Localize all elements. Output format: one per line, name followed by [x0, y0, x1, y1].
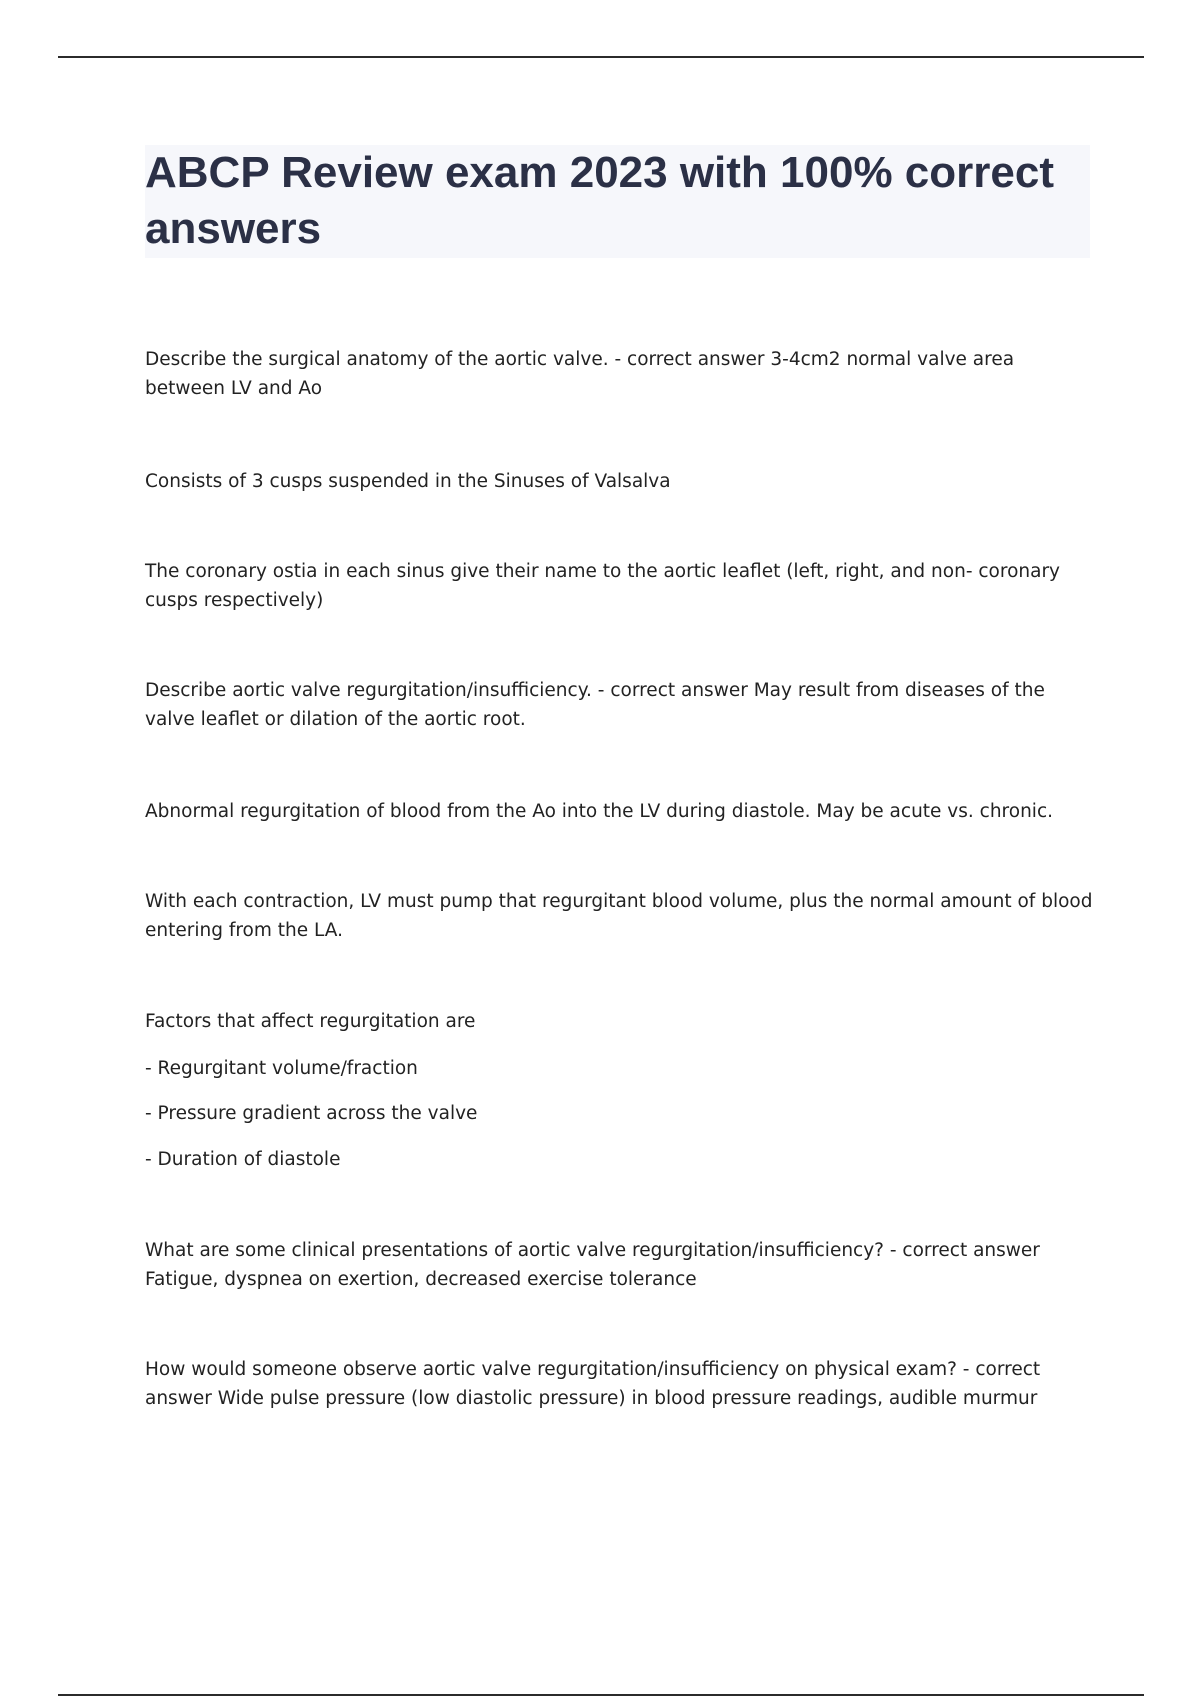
paragraph-coronary-ostia: The coronary ostia in each sinus give their name to the aortic leaflet (left, right, and non- coronary cusps respectively) [145, 561, 1061, 611]
paragraph-cusps: Consists of 3 cusps suspended in the Sinuses of Valsalva [145, 471, 671, 492]
list-item: - Regurgitant volume/fraction [145, 1058, 418, 1079]
footer-rule [58, 1694, 1144, 1696]
header-rule [58, 56, 1144, 58]
document-title: ABCP Review exam 2023 with 100% correct answers [145, 148, 1054, 253]
paragraph-lv-contraction: With each contraction, LV must pump that regurgitant blood volume, plus the normal amount of blood entering from the LA. [145, 891, 1093, 941]
title-banner [145, 145, 1090, 258]
paragraph-q2: Describe aortic valve regurgitation/insufficiency. - correct answer May result from diseases of the valve leaflet or dilation of the aortic root. [145, 680, 1045, 730]
paragraph-factors-heading: Factors that affect regurgitation are [145, 1011, 476, 1032]
paragraph-q4: How would someone observe aortic valve regurgitation/insufficiency on physical exam? - correct answer Wide pulse pressure (low diastolic pressure) in blood pressure readings, audible murmur [145, 1359, 1041, 1409]
paragraph-q3: What are some clinical presentations of aortic valve regurgitation/insufficiency? - correct answer Fatigue, dyspnea on exertion, decreased exercise tolerance [145, 1240, 1040, 1290]
paragraph-abnormal-regurgitation: Abnormal regurgitation of blood from the Ao into the LV during diastole. May be acute vs. chronic. [145, 801, 1053, 822]
paragraph-q1: Describe the surgical anatomy of the aortic valve. - correct answer 3-4cm2 normal valve area between LV and Ao [145, 349, 1015, 399]
list-item: - Duration of diastole [145, 1149, 341, 1170]
list-item: - Pressure gradient across the valve [145, 1103, 478, 1124]
